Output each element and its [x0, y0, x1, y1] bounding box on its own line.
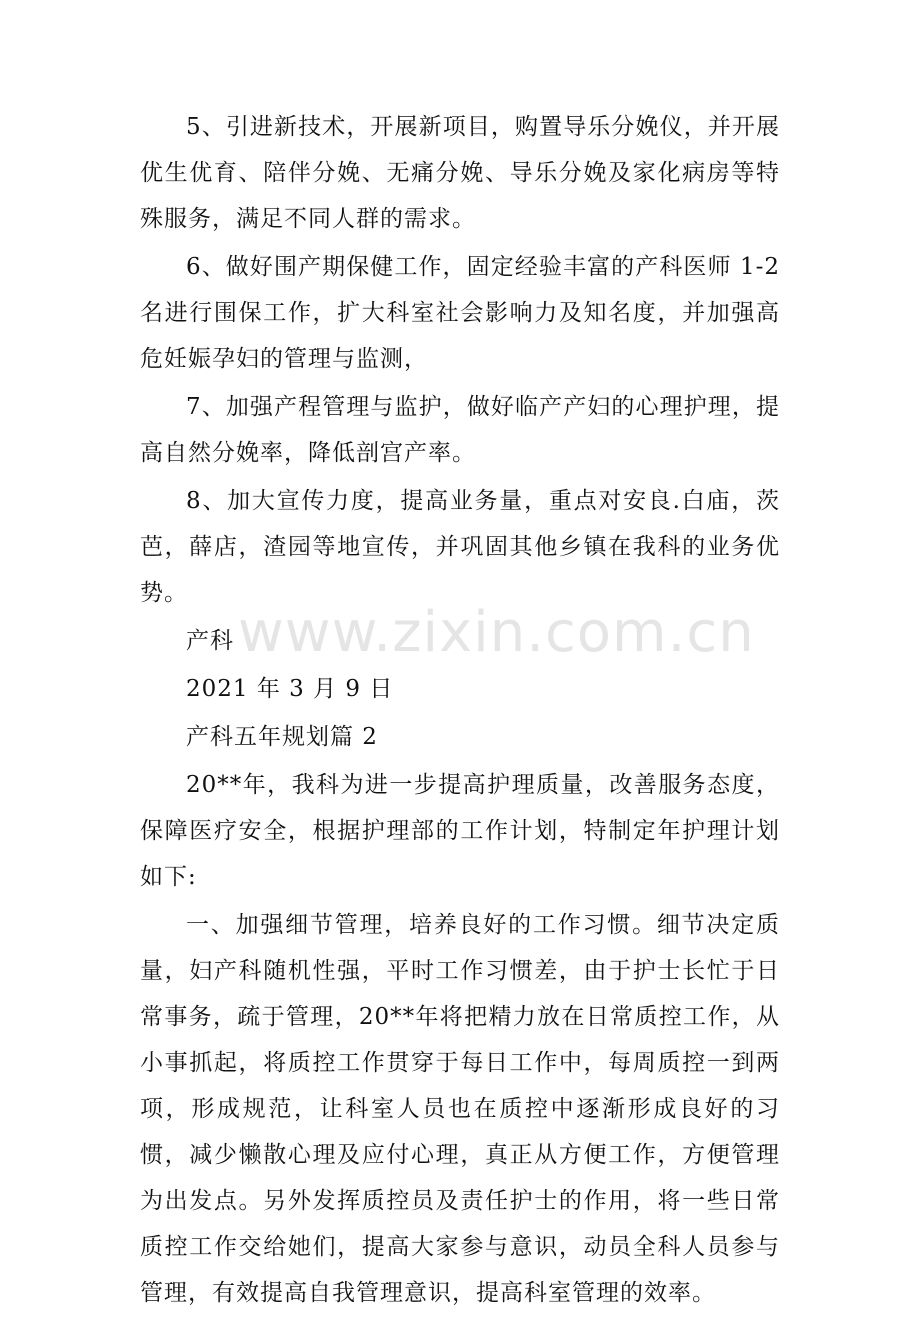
- signature-date: 2021 年 3 月 9 日: [186, 676, 394, 702]
- signature-department: 产科: [186, 628, 234, 654]
- paragraph-item-6: 6、做好围产期保健工作，固定经验丰富的产科医师 1-2 名进行围保工作，扩大科室社会影响力及知名度，并加强高危妊娠孕妇的管理与监测，: [140, 254, 780, 372]
- paragraph-item-7: 7、加强产程管理与监护，做好临产产妇的心理护理，提高自然分娩率，降低剖宫产率。: [140, 394, 780, 466]
- document-body: [140, 104, 780, 1318]
- paragraph-item-5: 5、引进新技术，开展新项目，购置导乐分娩仪，并开展优生优育、陪伴分娩、无痛分娩、导乐分娩及家化病房等特殊服务，满足不同人群的需求。: [140, 114, 780, 232]
- section-heading: 产科五年规划篇 2: [186, 724, 378, 750]
- detail-management-paragraph: 一、加强细节管理，培养良好的工作习惯。细节决定质量，妇产科随机性强，平时工作习惯差，由于护士长忙于日常事务，疏于管理，20**年将把精力放在日常质控工作，从小事抓起，将质控工作贯穿于每日工作中，每周质控一到两项，形成规范，让科室人员也在质控中逐渐形成良好的习惯，减少懒散心理及应付心理，真正从方便工作，方便管理为出发点。另外发挥质控员及责任护士的作用，将一些日常质控工作交给她们，提高大家参与意识，动员全科人员参与管理，有效提高自我管理意识，提高科室管理的效率。: [140, 912, 780, 1306]
- watermark: www.zixin.com.cn: [238, 600, 755, 665]
- intro-paragraph: 20**年，我科为进一步提高护理质量，改善服务态度，保障医疗安全，根据护理部的工作计划，特制定年护理计划如下:: [140, 772, 780, 890]
- paragraph-item-8: 8、加大宣传力度，提高业务量，重点对安良.白庙，茨芭，薛店，渣园等地宣传，并巩固其他乡镇在我科的业务优势。: [140, 488, 780, 606]
